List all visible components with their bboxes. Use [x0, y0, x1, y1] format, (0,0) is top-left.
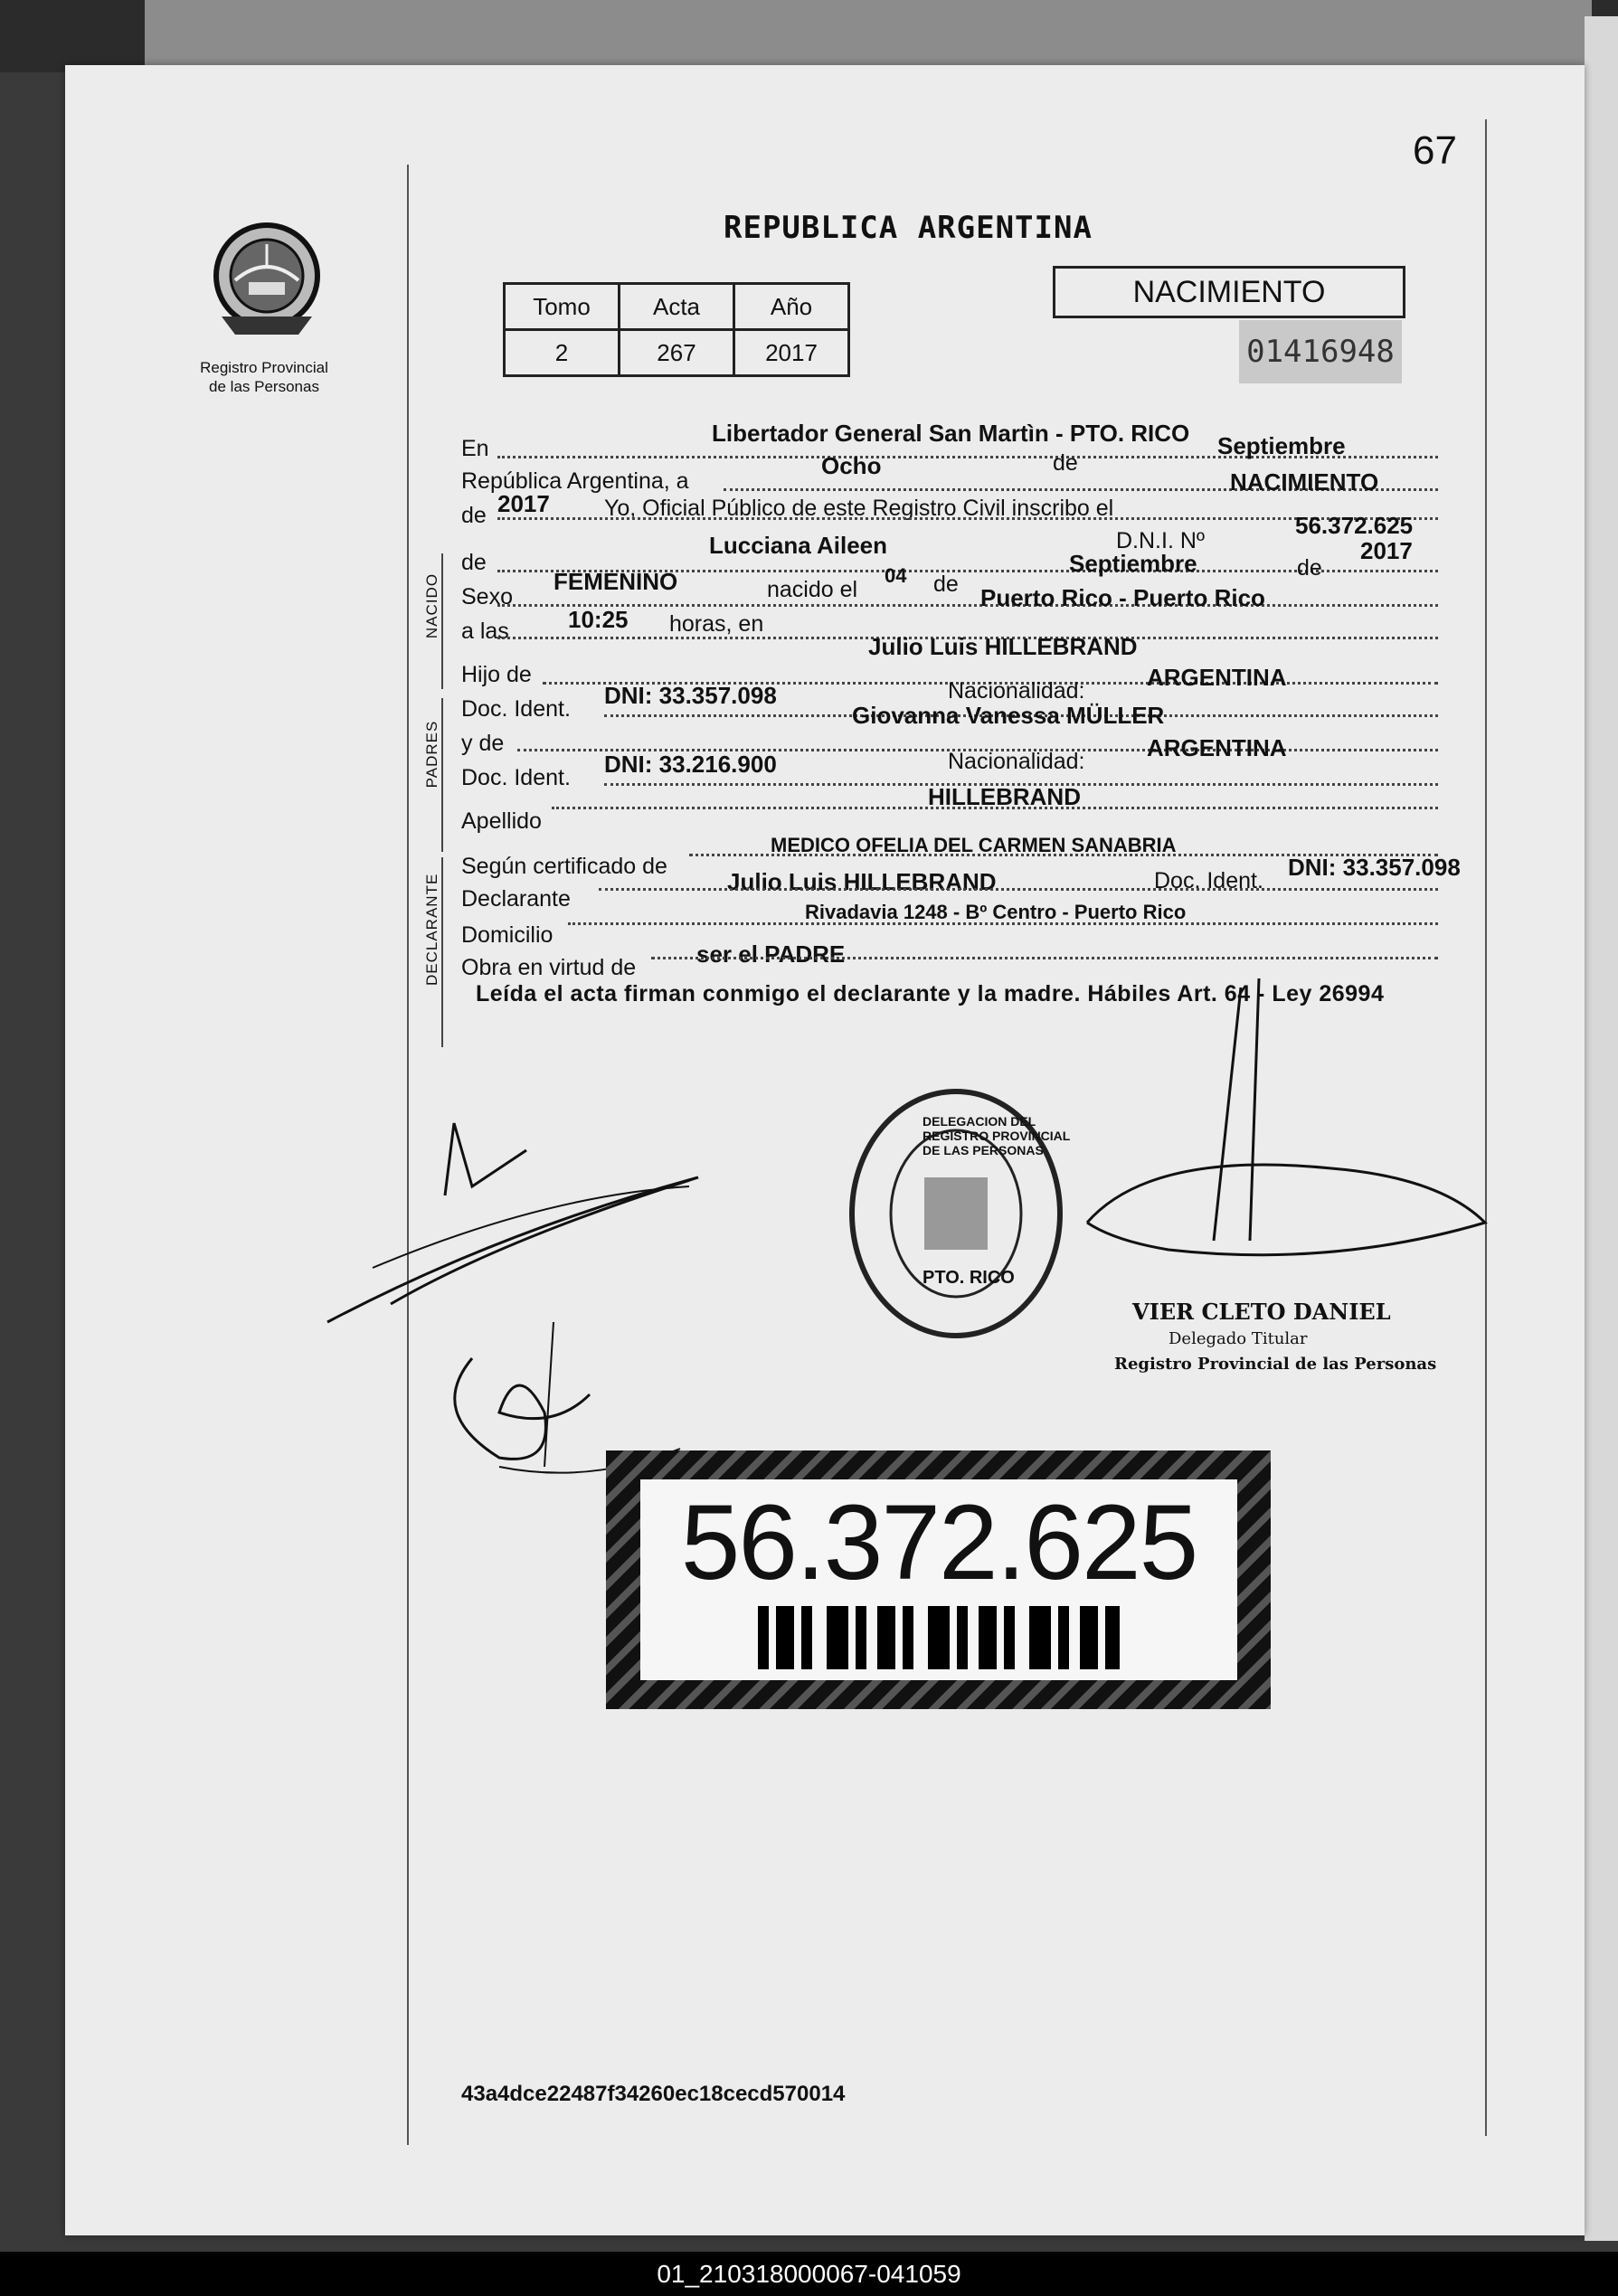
- label-obra: Obra en virtud de: [461, 955, 637, 980]
- label-nacido: nacido el: [767, 577, 858, 602]
- label-nacionalidad-madre: Nacionalidad:: [948, 749, 1085, 774]
- value-dni: 56.372.625: [1295, 512, 1414, 539]
- dotted-line: [497, 604, 1438, 607]
- record-header-tomo: Tomo: [505, 284, 620, 330]
- dotted-line: [651, 957, 1438, 959]
- label-y-de: y de: [461, 731, 505, 756]
- closing-text: Leída el acta firman conmigo el declarante y la madre. Hábiles Art. 64 - Ley 26994: [476, 981, 1385, 1006]
- label-nacionalidad-padre: Nacionalidad:: [948, 678, 1085, 704]
- label-declarante: Declarante: [461, 886, 571, 912]
- stamp-center-text: PTO. RICO: [923, 1268, 1015, 1288]
- label-doc-madre: Doc. Ident.: [461, 765, 571, 790]
- label-sexo: Sexo: [461, 584, 513, 609]
- official-name: VIER CLETO DANIEL: [1132, 1299, 1391, 1325]
- barcode-sticker: [606, 1450, 1271, 1709]
- side-label-nacido: NACIDO: [423, 572, 440, 639]
- value-declarante-doc: DNI: 33.357.098: [1288, 854, 1461, 881]
- value-anio: 2017: [497, 490, 550, 517]
- barcode-bars: [758, 1606, 1120, 1669]
- dotted-line: [599, 888, 1438, 891]
- record-header-acta: Acta: [620, 284, 734, 330]
- value-hora: 10:25: [568, 606, 629, 633]
- value-apellido: HILLEBRAND: [928, 783, 1081, 810]
- signature-official: [1060, 969, 1494, 1277]
- record-value-acta: 267: [620, 330, 734, 376]
- value-nombre: Lucciana Aileen: [709, 532, 887, 559]
- value-padre-doc: DNI: 33.357.098: [604, 682, 777, 709]
- value-nacido-anio: 2017: [1360, 537, 1413, 564]
- label-de5: de: [1297, 555, 1322, 581]
- footer-id: 01_210318000067-041059: [657, 2260, 961, 2288]
- label-de2: de: [461, 503, 487, 528]
- value-nacido-mes: Septiembre: [1069, 550, 1197, 577]
- value-certificado: MEDICO OFELIA DEL CARMEN SANABRIA: [771, 834, 1177, 856]
- label-segun: Según certificado de: [461, 854, 667, 879]
- value-padre-nac: ARGENTINA: [1147, 664, 1287, 691]
- value-nacido-dia: 04: [885, 564, 907, 587]
- padres-bracket: [441, 698, 443, 852]
- logo-caption: [174, 358, 355, 396]
- official-stamp: [843, 1078, 1078, 1354]
- official-org: Registro Provincial de las Personas: [1114, 1355, 1437, 1374]
- label-horas-en: horas, en: [669, 611, 764, 637]
- label-hijo-de: Hijo de: [461, 662, 532, 687]
- value-inscribo: NACIMIENTO: [1230, 468, 1379, 496]
- paper-edge: [1585, 16, 1618, 2241]
- dotted-line: [552, 807, 1438, 809]
- value-lugar-inscripcion: Libertador General San Martìn - PTO. RICO: [712, 420, 1190, 447]
- value-mes: Septiembre: [1217, 432, 1346, 459]
- label-doc-padre: Doc. Ident.: [461, 696, 571, 722]
- act-type-box: NACIMIENTO: [1053, 266, 1405, 318]
- value-declarante: Julio Luis HILLEBRAND: [727, 868, 997, 895]
- label-domicilio: Domicilio: [461, 922, 554, 948]
- stamp-ring-text: DELEGACION DEL REGISTRO PROVINCIAL DE LAS PERSONAS: [923, 1114, 1071, 1157]
- serial-number: 01416948: [1239, 320, 1402, 383]
- page-number: 67: [1413, 128, 1457, 173]
- declarante-bracket: [441, 857, 443, 1047]
- side-label-declarante: DECLARANTE: [423, 873, 440, 986]
- label-dni: D.N.I. Nº: [1116, 528, 1206, 553]
- scan-background: [0, 0, 1618, 72]
- label-apellido: Apellido: [461, 808, 542, 834]
- value-dia: Ocho: [821, 452, 882, 479]
- barcode-number: 56.372.625: [680, 1483, 1197, 1602]
- value-domicilio: Rivadavia 1248 - Bº Centro - Puerto Rico: [805, 901, 1187, 923]
- label-alas: a las: [461, 619, 509, 644]
- footer-id-bar: [0, 2252, 1618, 2296]
- value-sexo: FEMENINO: [554, 568, 678, 595]
- logo-caption-line1: Registro Provincial: [200, 359, 328, 376]
- label-de3: de: [461, 550, 487, 575]
- record-value-tomo: 2: [505, 330, 620, 376]
- value-lugar-nacimiento: Puerto Rico - Puerto Rico: [980, 584, 1265, 611]
- signature-declarante: [318, 1087, 861, 1503]
- document-title: REPUBLICA ARGENTINA: [724, 210, 1093, 246]
- record-header-anio: Año: [734, 284, 849, 330]
- value-obra: ser el PADRE: [696, 940, 846, 968]
- label-de: de: [1053, 450, 1078, 476]
- logo-caption-line2: de las Personas: [209, 378, 319, 395]
- official-role: Delegado Titular: [1169, 1329, 1308, 1348]
- province-seal-logo: [208, 217, 326, 357]
- label-republica: República Argentina, a: [461, 468, 689, 494]
- label-en: En: [461, 436, 489, 461]
- value-padre: Julio Luis HILLEBRAND: [868, 633, 1138, 660]
- label-oficial: Yo, Oficial Público de este Registro Civil inscribo el: [604, 496, 1114, 521]
- document-page: [65, 65, 1585, 2235]
- record-table: [503, 282, 850, 377]
- document-hash: 43a4dce22487f34260ec18cecd570014: [461, 2082, 846, 2106]
- label-de4: de: [933, 572, 959, 597]
- label-doc-declarante: Doc. Ident.: [1154, 868, 1263, 893]
- record-value-anio: 2017: [734, 330, 849, 376]
- nacido-bracket: [441, 553, 443, 689]
- value-madre: Giovanna Vanessa MÜLLER: [852, 702, 1165, 729]
- value-madre-doc: DNI: 33.216.900: [604, 751, 777, 778]
- side-label-padres: PADRES: [423, 720, 440, 789]
- value-madre-nac: ARGENTINA: [1147, 734, 1287, 761]
- dotted-line: [568, 922, 1438, 925]
